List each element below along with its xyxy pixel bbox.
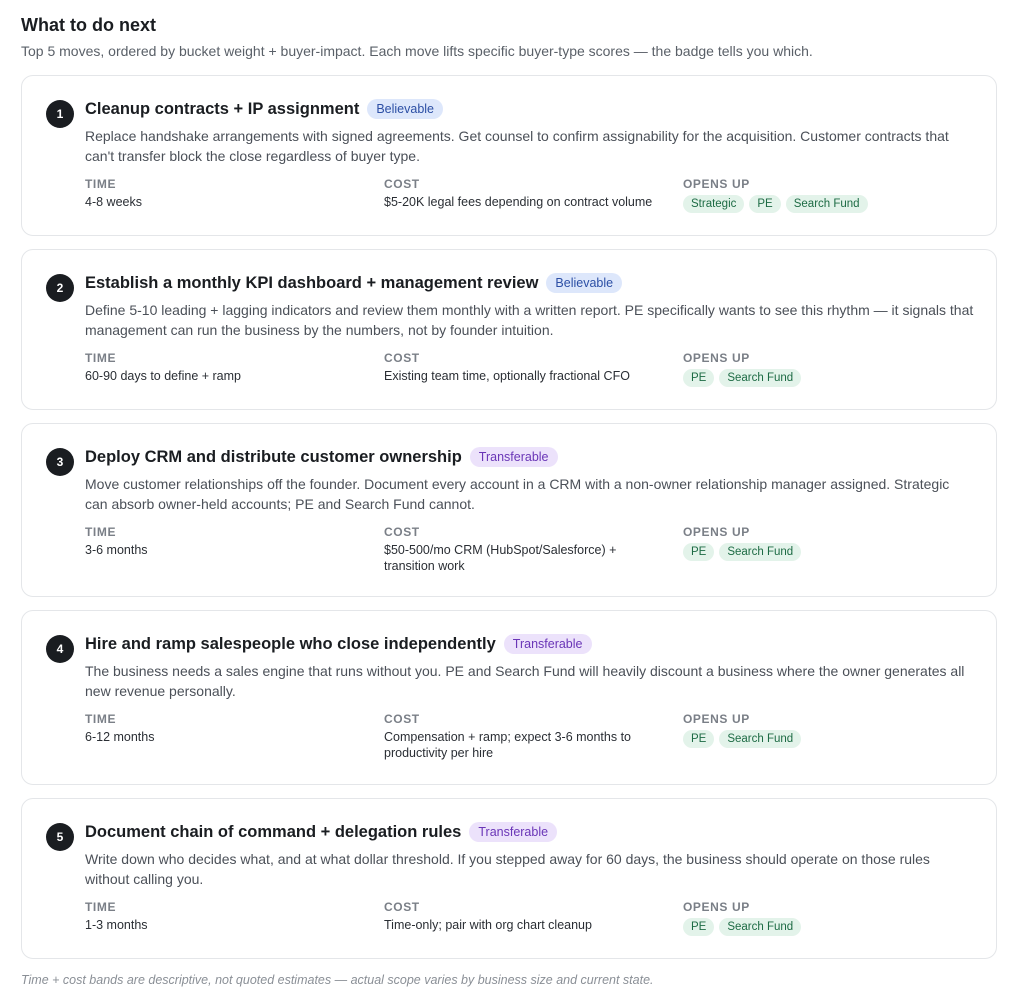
time-value: 6-12 months <box>85 730 155 744</box>
move-card-1 <box>21 75 997 236</box>
buyer-tag: Strategic <box>683 195 744 213</box>
move-description: Define 5-10 leading + lagging indicators and review them monthly with a written report. PE specifically wants to see this rhythm — it signals that management can run the business by the numbers, not by founder intuition. <box>85 302 974 338</box>
buyer-tag: PE <box>683 730 714 748</box>
category-badge: Transferable <box>470 447 558 467</box>
buyer-tag: Search Fund <box>719 918 801 936</box>
category-badge: Believable <box>546 273 622 293</box>
buyer-tags <box>683 918 963 936</box>
time-label: TIME <box>85 525 117 539</box>
time-value: 4-8 weeks <box>85 195 142 209</box>
move-description: Move customer relationships off the founder. Document every account in a CRM with a non-owner relationship manager assigned. Strategic can absorb owner-held accounts; PE and Search Fund cannot. <box>85 476 950 512</box>
opens-up-label: OPENS UP <box>683 351 750 365</box>
opens-up-label: OPENS UP <box>683 525 750 539</box>
move-card-5 <box>21 798 997 959</box>
opens-up-label: OPENS UP <box>683 900 750 914</box>
buyer-tag: Search Fund <box>719 369 801 387</box>
move-title: Document chain of command + delegation rules <box>85 823 462 841</box>
move-description: Write down who decides what, and at what dollar threshold. If you stepped away for 60 days, the business should operate on those rules without calling you. <box>85 851 930 887</box>
buyer-tags <box>683 543 963 561</box>
buyer-tag: Search Fund <box>719 730 801 748</box>
cost-value: $50-500/mo CRM (HubSpot/Salesforce) + transition work <box>384 543 617 573</box>
cost-value: Time-only; pair with org chart cleanup <box>384 918 592 932</box>
cost-label: COST <box>384 900 420 914</box>
buyer-tag: Search Fund <box>719 543 801 561</box>
buyer-tags <box>683 195 963 213</box>
cost-label: COST <box>384 525 420 539</box>
move-card-3 <box>21 423 997 597</box>
buyer-tags <box>683 369 963 387</box>
cost-value: $5-20K legal fees depending on contract volume <box>384 195 653 209</box>
section-subtitle: Top 5 moves, ordered by bucket weight + buyer-impact. Each move lifts specific buyer-type scores — the badge tells you which. <box>21 43 813 59</box>
category-badge: Transferable <box>469 822 557 842</box>
move-number-badge: 3 <box>46 448 74 476</box>
move-title: Cleanup contracts + IP assignment <box>85 100 360 118</box>
time-label: TIME <box>85 351 117 365</box>
move-number-badge: 1 <box>46 100 74 128</box>
buyer-tag: PE <box>749 195 780 213</box>
section-title: What to do next <box>21 15 156 35</box>
move-title: Hire and ramp salespeople who close independently <box>85 635 496 653</box>
move-title: Establish a monthly KPI dashboard + management review <box>85 274 539 292</box>
cost-label: COST <box>384 351 420 365</box>
buyer-tag: PE <box>683 369 714 387</box>
move-number-badge: 2 <box>46 274 74 302</box>
time-value: 60-90 days to define + ramp <box>85 369 241 383</box>
buyer-tag: PE <box>683 543 714 561</box>
move-card-2 <box>21 249 997 410</box>
time-label: TIME <box>85 177 117 191</box>
footnote: Time + cost bands are descriptive, not quoted estimates — actual scope varies by business size and current state. <box>21 973 654 987</box>
category-badge: Believable <box>367 99 443 119</box>
move-number-badge: 4 <box>46 635 74 663</box>
opens-up-label: OPENS UP <box>683 712 750 726</box>
move-card-4 <box>21 610 997 785</box>
cost-label: COST <box>384 177 420 191</box>
buyer-tag: Search Fund <box>786 195 868 213</box>
opens-up-label: OPENS UP <box>683 177 750 191</box>
time-label: TIME <box>85 900 117 914</box>
time-label: TIME <box>85 712 117 726</box>
time-value: 1-3 months <box>85 918 148 932</box>
category-badge: Transferable <box>504 634 592 654</box>
moves-list <box>21 75 997 959</box>
cost-value: Compensation + ramp; expect 3-6 months to productivity per hire <box>384 730 632 760</box>
move-description: Replace handshake arrangements with signed agreements. Get counsel to confirm assignability for the acquisition. Customer contracts that can't transfer block the close regardless of buyer type. <box>85 128 949 164</box>
time-value: 3-6 months <box>85 543 148 557</box>
buyer-tags <box>683 730 963 748</box>
move-description: The business needs a sales engine that runs without you. PE and Search Fund will heavily discount a business where the owner generates all new revenue personally. <box>85 663 965 699</box>
cost-value: Existing team time, optionally fractional CFO <box>384 369 630 383</box>
buyer-tag: PE <box>683 918 714 936</box>
cost-label: COST <box>384 712 420 726</box>
move-title: Deploy CRM and distribute customer ownership <box>85 448 462 466</box>
move-number-badge: 5 <box>46 823 74 851</box>
